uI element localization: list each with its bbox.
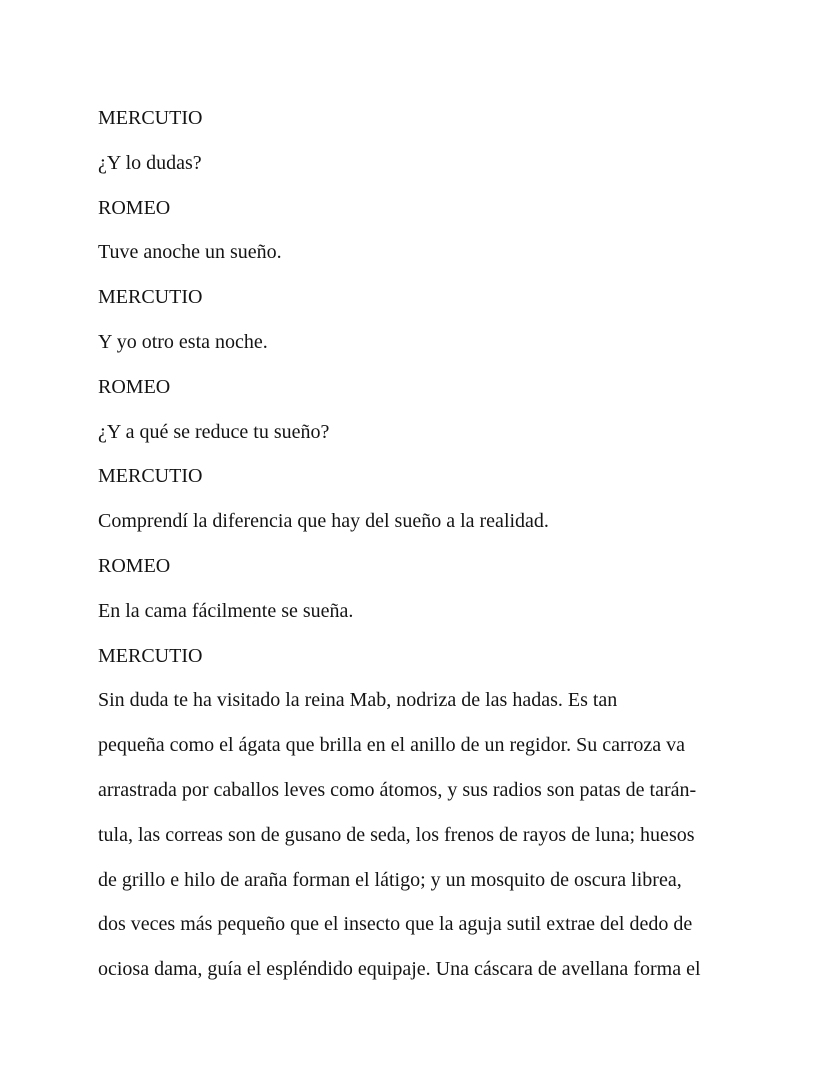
speaker-name: MERCUTIO (98, 286, 203, 309)
speaker-name: ROMEO (98, 554, 171, 577)
speaker-name: ROMEO (98, 196, 171, 219)
dialogue-line: dos veces más pequeño que el insecto que la aguja sutil extrae del dedo de (98, 913, 693, 936)
dialogue-line: ¿Y lo dudas? (98, 151, 202, 174)
dialogue-line: pequeña como el ágata que brilla en el anillo de un regidor. Su carroza va (98, 734, 685, 757)
dialogue-line: Sin duda te ha visitado la reina Mab, nodriza de las hadas. Es tan (98, 689, 618, 712)
dialogue-line: ¿Y a qué se reduce tu sueño? (98, 420, 330, 443)
dialogue-line: de grillo e hilo de araña forman el látigo; y un mosquito de oscura librea, (98, 868, 682, 891)
speaker-name: MERCUTIO (98, 644, 203, 667)
dialogue-line: Y yo otro esta noche. (98, 330, 268, 353)
dialogue-line: tula, las correas son de gusano de seda, los frenos de rayos de luna; huesos (98, 823, 695, 846)
speaker-name: MERCUTIO (98, 107, 203, 129)
speaker-name: ROMEO (98, 375, 171, 398)
speaker-name: MERCUTIO (98, 465, 203, 488)
document-body (98, 96, 738, 992)
dialogue-line: ociosa dama, guía el espléndido equipaje. Una cáscara de avellana forma el (98, 958, 701, 981)
dialogue-line: arrastrada por caballos leves como átomos, y sus radios son patas de tarán- (98, 778, 697, 801)
dialogue-line: Tuve anoche un sueño. (98, 241, 282, 264)
dialogue-line: En la cama fácilmente se sueña. (98, 599, 354, 622)
dialogue-line: Comprendí la diferencia que hay del sueño a la realidad. (98, 510, 549, 533)
